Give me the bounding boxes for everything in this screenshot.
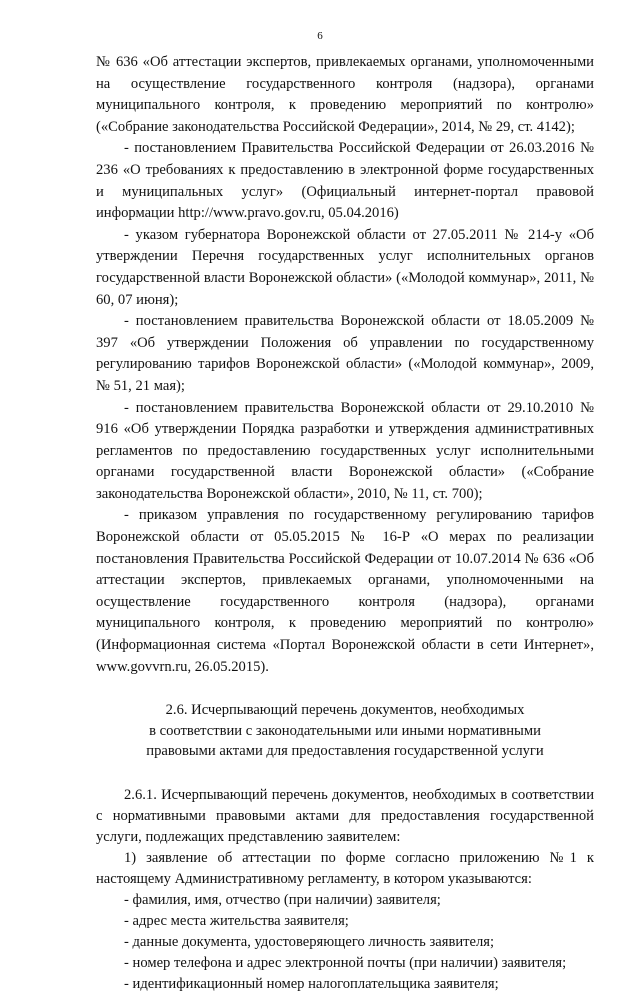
page-number: 6 [317,30,323,42]
list-item: - адрес места жительства заявителя; [124,912,349,929]
section-heading-line: 2.6. Исчерпывающий перечень документов, необходимых [165,702,525,719]
paragraph-continuation: № 636 «Об аттестации экспертов, привлекаемых органами, уполномоченными на осуществление государственного контроля (надзора), органами муниципального контроля, к проведению мероприятий по контролю» («Собрание законодательства Российской Федерации», 2014, № 29, ст. 4142); [96,54,594,135]
paragraph-regional-decree-397: - постановлением правительства Воронежской области от 18.05.2009 № 397 «Об утверждении Положения об управлении по государственному регулированию тарифов Воронежской области» («Молодой коммунар», 2009, № 51, 21 мая); [96,313,594,394]
paragraph-2-6-1: 2.6.1. Исчерпывающий перечень документов, необходимых в соответствии с нормативными правовыми актами для предоставления государственной услуги, подлежащих представлению заявителем: [96,786,594,845]
list-item: - фамилия, имя, отчество (при наличии) заявителя; [124,891,441,908]
list-item: - данные документа, удостоверяющего личность заявителя; [124,933,495,950]
paragraph-application-item: 1) заявление об аттестации по форме согласно приложению №1 к настоящему Административному регламенту, в котором указываются: [96,849,594,887]
list-item: - идентификационный номер налогоплательщика заявителя; [124,975,499,992]
section-heading-line: правовыми актами для предоставления государственной услуги [146,743,544,760]
paragraph-regional-decree-916: - постановлением правительства Воронежской области от 29.10.2010 № 916 «Об утверждении Порядка разработки и утверждения административных регламентов по предоставлению государственных услуг исполнительными органами государственной власти Воронежской области» («Собрание законодательства Воронежской области», 2010, № 11, ст. 700); [96,399,594,502]
list-item: - номер телефона и адрес электронной почты (при наличии) заявителя; [124,954,567,971]
page-body [96,52,594,995]
paragraph-gov-decree-236: - постановлением Правительства Российской Федерации от 26.03.2016 № 236 «О требованиях к предоставлению в электронной форме государственных и муниципальных услуг» (Официальный интернет-портал правовой информации http://www.pravo.gov.ru, 05.04.2016) [96,140,594,222]
paragraph-governor-order-214: - указом губернатора Воронежской области от 27.05.2011 № 214-у «Об утверждении Перечня государственных услуг исполнительных органов государственной власти Воронежской области» («Молодой коммунар», 2011, № 60, 07 июня); [96,226,594,308]
paragraph-tariff-order-16r: - приказом управления по государственному регулированию тарифов Воронежской области от 05.05.2015 № 16-Р «О мерах по реализации постановления Правительства Российской Федерации от 10.07.2014 № 636 «Об аттестации экспертов, привлекаемых органами, уполномоченными на осуществление государственного контроля (надзора), органами муниципального контроля, к проведению мероприятий по контролю» (Информационная система «Портал Воронежской области в сети Интернет», www.govvrn.ru, 26.05.2015). [96,507,594,675]
section-heading [96,700,594,762]
section-heading-line: в соответствии с законодательными или иными нормативными [149,722,541,739]
